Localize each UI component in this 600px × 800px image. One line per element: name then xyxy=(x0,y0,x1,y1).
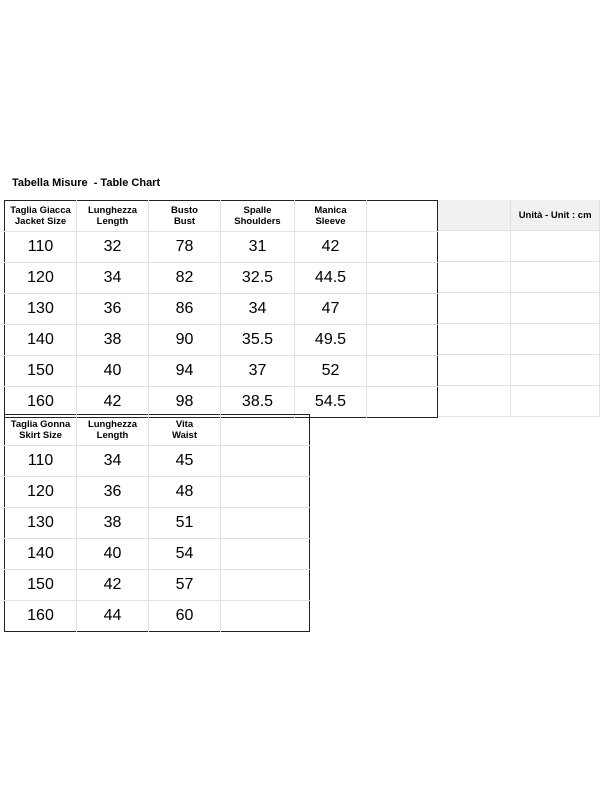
table-cell: 120 xyxy=(5,263,77,294)
empty-cell xyxy=(438,262,511,293)
empty-cell xyxy=(221,415,310,446)
table-cell: 110 xyxy=(5,446,77,477)
table-row xyxy=(5,356,438,387)
table-cell: 160 xyxy=(5,387,77,418)
table-row xyxy=(438,355,600,386)
table-cell: 34 xyxy=(77,263,149,294)
table-cell: 48 xyxy=(149,477,221,508)
table-cell: 94 xyxy=(149,356,221,387)
table-cell: 47 xyxy=(295,294,367,325)
empty-cell xyxy=(438,231,511,262)
table-cell: 160 xyxy=(5,601,77,632)
empty-cell xyxy=(511,262,600,293)
empty-cell xyxy=(221,508,310,539)
table-row xyxy=(5,446,310,477)
table-row xyxy=(438,231,600,262)
table-cell: 52 xyxy=(295,356,367,387)
header-cell: Taglia Giacca Jacket Size xyxy=(5,201,77,232)
empty-cell xyxy=(221,539,310,570)
table-cell: 32.5 xyxy=(221,263,295,294)
table-cell: 44 xyxy=(77,601,149,632)
header-cell: Taglia Gonna Skirt Size xyxy=(5,415,77,446)
empty-cell xyxy=(511,386,600,417)
jacket-size-table xyxy=(4,200,438,418)
header-cell: Lunghezza Length xyxy=(77,415,149,446)
table-row xyxy=(438,324,600,355)
empty-cell xyxy=(367,387,438,418)
empty-cell xyxy=(438,200,511,231)
empty-cell xyxy=(511,293,600,324)
table-row xyxy=(438,293,600,324)
table-cell: 44.5 xyxy=(295,263,367,294)
table-cell: 40 xyxy=(77,356,149,387)
table-cell: 35.5 xyxy=(221,325,295,356)
skirt-size-table xyxy=(4,414,310,632)
table-cell: 38.5 xyxy=(221,387,295,418)
table-cell: 51 xyxy=(149,508,221,539)
empty-cell xyxy=(367,232,438,263)
table-cell: 140 xyxy=(5,539,77,570)
table-cell: 40 xyxy=(77,539,149,570)
header-cell: Busto Bust xyxy=(149,201,221,232)
table-cell: 98 xyxy=(149,387,221,418)
empty-cell xyxy=(511,324,600,355)
page-title: Tabella Misure - Table Chart xyxy=(12,177,161,189)
table-cell: 36 xyxy=(77,477,149,508)
empty-cell xyxy=(511,231,600,262)
table-cell: 150 xyxy=(5,570,77,601)
table-cell: 42 xyxy=(77,570,149,601)
table-cell: 150 xyxy=(5,356,77,387)
empty-cell xyxy=(367,263,438,294)
table-row xyxy=(438,262,600,293)
table-row xyxy=(5,263,438,294)
table-row xyxy=(5,294,438,325)
empty-cell xyxy=(221,477,310,508)
table-cell: 90 xyxy=(149,325,221,356)
table-cell: 130 xyxy=(5,508,77,539)
table-row xyxy=(5,477,310,508)
table-cell: 57 xyxy=(149,570,221,601)
table-cell: 54 xyxy=(149,539,221,570)
header-cell: Lunghezza Length xyxy=(77,201,149,232)
header-cell: Manica Sleeve xyxy=(295,201,367,232)
empty-cell xyxy=(221,601,310,632)
empty-cell xyxy=(438,324,511,355)
table-cell: 78 xyxy=(149,232,221,263)
table-cell: 120 xyxy=(5,477,77,508)
table-header-row xyxy=(5,415,310,446)
unit-label: Unità - Unit : cm xyxy=(511,200,600,231)
table-cell: 42 xyxy=(295,232,367,263)
table-row xyxy=(5,539,310,570)
extension-grid xyxy=(438,200,600,417)
empty-cell xyxy=(221,570,310,601)
table-cell: 140 xyxy=(5,325,77,356)
table-cell: 49.5 xyxy=(295,325,367,356)
table-cell: 36 xyxy=(77,294,149,325)
empty-cell xyxy=(367,294,438,325)
empty-cell xyxy=(221,446,310,477)
empty-cell xyxy=(438,355,511,386)
table-header-row xyxy=(5,201,438,232)
empty-cell xyxy=(438,386,511,417)
table-cell: 31 xyxy=(221,232,295,263)
empty-cell xyxy=(511,355,600,386)
table-row xyxy=(5,232,438,263)
table-cell: 54.5 xyxy=(295,387,367,418)
table-cell: 45 xyxy=(149,446,221,477)
table-row xyxy=(5,387,438,418)
table-cell: 130 xyxy=(5,294,77,325)
table-cell: 34 xyxy=(221,294,295,325)
table-cell: 37 xyxy=(221,356,295,387)
table-row xyxy=(5,570,310,601)
table-cell: 32 xyxy=(77,232,149,263)
table-row xyxy=(438,386,600,417)
table-header-row xyxy=(438,200,600,231)
empty-cell xyxy=(367,356,438,387)
empty-cell xyxy=(367,201,438,232)
header-cell: Vita Waist xyxy=(149,415,221,446)
empty-cell xyxy=(367,325,438,356)
table-cell: 110 xyxy=(5,232,77,263)
table-row xyxy=(5,508,310,539)
table-cell: 42 xyxy=(77,387,149,418)
table-row xyxy=(5,325,438,356)
table-cell: 86 xyxy=(149,294,221,325)
empty-cell xyxy=(438,293,511,324)
table-cell: 60 xyxy=(149,601,221,632)
header-cell: Spalle Shoulders xyxy=(221,201,295,232)
table-cell: 34 xyxy=(77,446,149,477)
table-cell: 38 xyxy=(77,508,149,539)
table-cell: 38 xyxy=(77,325,149,356)
table-cell: 82 xyxy=(149,263,221,294)
table-row xyxy=(5,601,310,632)
